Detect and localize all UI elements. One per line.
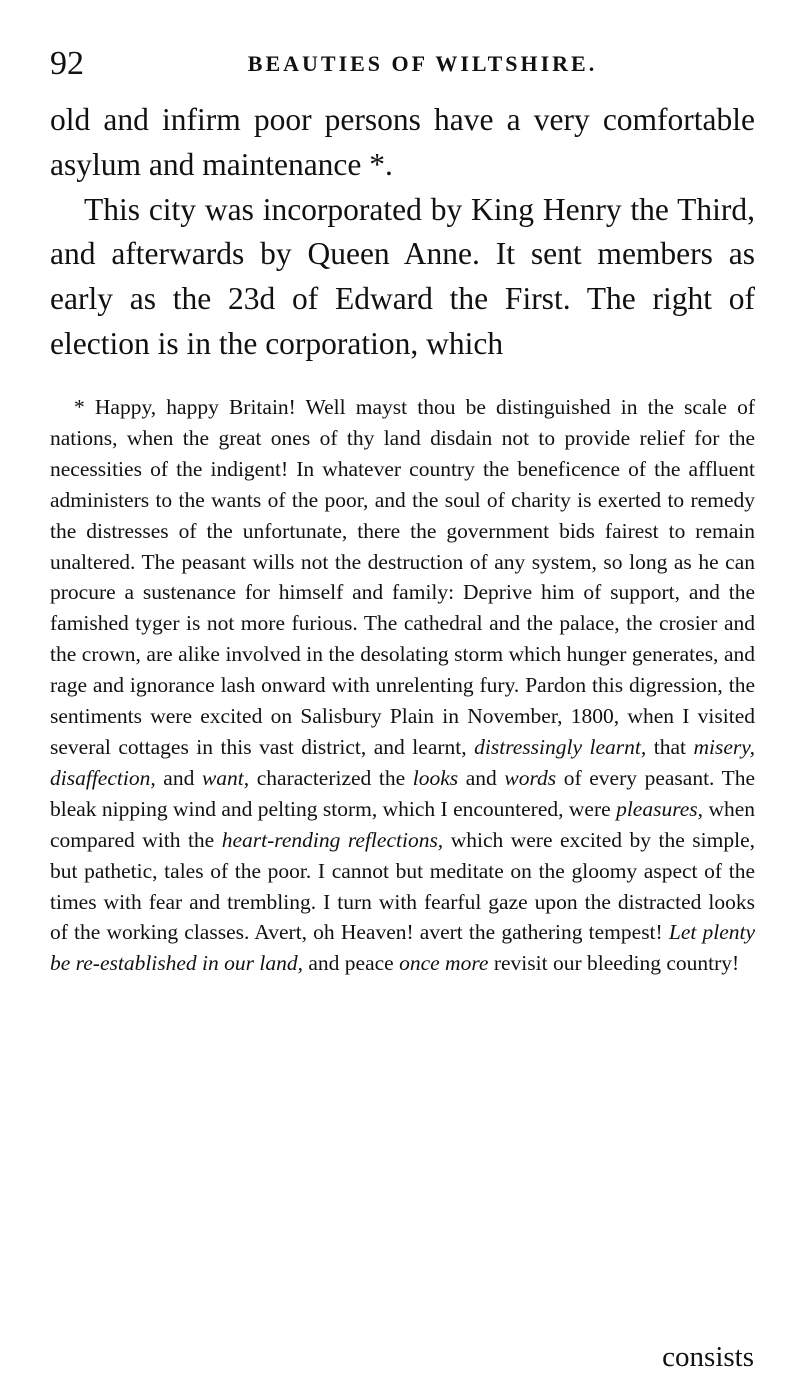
footnote-italic: words [504,765,557,790]
body-paragraph: This city was incorporated by King Henry the Third, and afterwards by Queen Anne. It sent members as early as the 23d of Edward the First. The right of election is in the corporation, which [50,191,755,361]
footnote-italic: Let plenty be re-established in our land, [50,920,756,976]
footnote-text: of every peasant. The bleak nipping wind and pelting storm, which I encountered, were [50,765,756,821]
footnote-italic: once more [399,951,489,976]
running-title: BEAUTIES OF WILTSHIRE. [247,51,598,76]
footnote-paragraph [50,392,755,979]
main-text [50,98,755,367]
footnote-text: and [465,765,497,790]
continuation-paragraph: old and infirm poor persons have a very comfortable asylum and maintenance *. [50,102,755,182]
page-number: 92 [50,45,84,82]
footnote-italic: heart-rending reflections, [221,827,444,852]
footnote-text: and peace [308,951,394,976]
footnote-text: when compared with the [50,796,756,852]
footnote-italic: pleasures, [616,796,704,821]
running-header [50,40,755,88]
footnote-italic: distressingly learnt, [474,734,647,759]
footnote-text: and [163,765,195,790]
footnote [50,392,755,979]
catchword: consists [662,1341,754,1373]
footnote-text: * Happy, happy Britain! Well mayst thou be distinguished in the scale of nations, when the great ones of thy land disdain not to provide relief for the necessities of the indigent! In whatever country the beneficence of the affluent administers to the wants of the poor, and the soul of charity is exerted to remedy the distresses of the unfortunate, there the government bids fairest to remain unaltered. The peasant wills not the destruction of any system, so long as he can procure a sustenance for himself and family: Deprive him of support, and the famished tyger is not more furious. The cathedral and the palace, the crosier and the crown, are alike involved in the desolating storm which hunger generates, and rage and ignorance lash onward with unrelenting fury. Pardon this digression, the sentiments were excited on Salisbury Plain in November, 1800, when I visited several cottages in this vast district, and learnt, [50,395,755,759]
footnote-text: which were excited by the simple, but pathetic, tales of the poor. I cannot but meditate on the gloomy aspect of the times with fear and trembling. I turn with fearful gaze upon the distracted looks of the working classes. Avert, oh Heaven! avert the gathering tempest! [50,827,755,945]
footnote-text: that [653,734,686,759]
footnote-text: characterized the [256,765,406,790]
footnote-text: revisit our bleeding country! [493,951,740,976]
footnote-italic: want, [201,765,250,790]
footnote-italic: misery, [693,734,756,759]
footnote-italic: looks [412,765,459,790]
footnote-italic: disaffection, [50,765,156,790]
